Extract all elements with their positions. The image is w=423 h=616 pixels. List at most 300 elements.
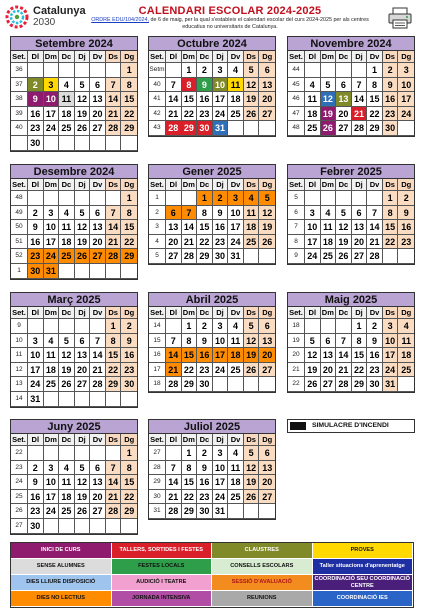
day-cell[interactable]: 31: [44, 264, 60, 279]
day-cell[interactable]: 28: [90, 377, 106, 392]
day-cell[interactable]: 11: [228, 78, 244, 93]
day-cell[interactable]: 14: [166, 475, 182, 490]
day-cell[interactable]: 7: [90, 334, 106, 349]
day-cell[interactable]: 8: [182, 461, 198, 476]
day-cell[interactable]: 25: [228, 490, 244, 505]
day-cell[interactable]: 9: [121, 334, 137, 349]
day-cell[interactable]: 19: [244, 475, 260, 490]
day-cell[interactable]: 5: [59, 334, 75, 349]
day-cell[interactable]: 4: [59, 206, 75, 221]
day-cell[interactable]: 5: [259, 191, 275, 206]
day-cell[interactable]: 13: [166, 220, 182, 235]
day-cell[interactable]: 21: [106, 235, 122, 250]
day-cell[interactable]: 1: [121, 63, 137, 78]
day-cell[interactable]: 6: [321, 334, 337, 349]
day-cell[interactable]: 13: [90, 92, 106, 107]
day-cell[interactable]: 23: [28, 504, 44, 519]
day-cell[interactable]: 20: [166, 235, 182, 250]
day-cell[interactable]: 2: [28, 78, 44, 93]
day-cell[interactable]: 1: [352, 319, 368, 334]
day-cell[interactable]: 24: [28, 377, 44, 392]
day-cell[interactable]: 28: [336, 377, 352, 392]
day-cell[interactable]: 26: [75, 504, 91, 519]
day-cell[interactable]: 9: [28, 220, 44, 235]
day-cell[interactable]: 25: [59, 121, 75, 136]
day-cell[interactable]: 13: [90, 220, 106, 235]
day-cell[interactable]: 26: [75, 121, 91, 136]
day-cell[interactable]: 20: [259, 348, 275, 363]
day-cell[interactable]: 19: [336, 235, 352, 250]
day-cell[interactable]: 22: [121, 235, 137, 250]
day-cell[interactable]: 1: [121, 446, 137, 461]
day-cell[interactable]: 7: [166, 78, 182, 93]
day-cell[interactable]: 11: [59, 475, 75, 490]
day-cell[interactable]: 5: [244, 63, 260, 78]
day-cell[interactable]: 2: [121, 319, 137, 334]
day-cell[interactable]: 7: [106, 461, 122, 476]
day-cell[interactable]: 28: [106, 121, 122, 136]
day-cell[interactable]: 23: [121, 363, 137, 378]
day-cell[interactable]: 5: [336, 206, 352, 221]
day-cell[interactable]: 8: [367, 78, 383, 93]
day-cell[interactable]: 15: [182, 92, 198, 107]
day-cell[interactable]: 6: [259, 319, 275, 334]
day-cell[interactable]: 5: [321, 78, 337, 93]
day-cell[interactable]: 15: [121, 92, 137, 107]
day-cell[interactable]: 10: [383, 334, 399, 349]
day-cell[interactable]: 17: [305, 235, 321, 250]
day-cell[interactable]: 20: [75, 363, 91, 378]
day-cell[interactable]: 7: [352, 78, 368, 93]
day-cell[interactable]: 13: [259, 461, 275, 476]
day-cell[interactable]: 30: [367, 377, 383, 392]
day-cell[interactable]: 29: [197, 249, 213, 264]
day-cell[interactable]: 28: [166, 504, 182, 519]
day-cell[interactable]: 5: [75, 78, 91, 93]
day-cell[interactable]: 9: [197, 78, 213, 93]
day-cell[interactable]: 31: [383, 377, 399, 392]
day-cell[interactable]: 25: [228, 107, 244, 122]
day-cell[interactable]: 30: [28, 136, 44, 151]
day-cell[interactable]: 17: [28, 363, 44, 378]
day-cell[interactable]: 29: [121, 121, 137, 136]
day-cell[interactable]: 16: [197, 348, 213, 363]
day-cell[interactable]: 14: [106, 220, 122, 235]
day-cell[interactable]: 15: [367, 92, 383, 107]
day-cell[interactable]: 3: [305, 206, 321, 221]
day-cell[interactable]: 30: [121, 377, 137, 392]
day-cell[interactable]: 6: [259, 446, 275, 461]
day-cell[interactable]: 12: [75, 220, 91, 235]
day-cell[interactable]: 9: [213, 206, 229, 221]
day-cell[interactable]: 28: [367, 249, 383, 264]
day-cell[interactable]: 30: [197, 504, 213, 519]
day-cell[interactable]: 12: [75, 475, 91, 490]
day-cell[interactable]: 2: [28, 206, 44, 221]
day-cell[interactable]: 10: [213, 78, 229, 93]
day-cell[interactable]: 11: [59, 92, 75, 107]
day-cell[interactable]: 23: [197, 363, 213, 378]
day-cell[interactable]: 8: [197, 206, 213, 221]
day-cell[interactable]: 12: [321, 92, 337, 107]
day-cell[interactable]: 11: [228, 461, 244, 476]
day-cell[interactable]: 12: [244, 334, 260, 349]
day-cell[interactable]: 9: [28, 475, 44, 490]
day-cell[interactable]: 21: [90, 363, 106, 378]
day-cell[interactable]: 24: [44, 249, 60, 264]
day-cell[interactable]: 3: [28, 334, 44, 349]
day-cell[interactable]: 29: [182, 504, 198, 519]
day-cell[interactable]: 10: [228, 206, 244, 221]
day-cell[interactable]: 22: [121, 490, 137, 505]
day-cell[interactable]: 16: [197, 475, 213, 490]
day-cell[interactable]: 9: [398, 206, 414, 221]
day-cell[interactable]: 4: [59, 78, 75, 93]
day-cell[interactable]: 19: [59, 363, 75, 378]
day-cell[interactable]: 18: [228, 475, 244, 490]
day-cell[interactable]: 30: [197, 377, 213, 392]
day-cell[interactable]: 22: [352, 363, 368, 378]
day-cell[interactable]: 23: [28, 249, 44, 264]
day-cell[interactable]: 6: [90, 461, 106, 476]
day-cell[interactable]: 24: [44, 121, 60, 136]
day-cell[interactable]: 18: [244, 220, 260, 235]
day-cell[interactable]: 3: [213, 319, 229, 334]
day-cell[interactable]: 26: [336, 249, 352, 264]
day-cell[interactable]: 10: [213, 461, 229, 476]
day-cell[interactable]: 18: [59, 490, 75, 505]
day-cell[interactable]: 15: [352, 348, 368, 363]
order-link[interactable]: ORDRE EDU/104/2024,: [91, 17, 150, 23]
day-cell[interactable]: 15: [182, 348, 198, 363]
day-cell[interactable]: 10: [398, 78, 414, 93]
day-cell[interactable]: 23: [197, 107, 213, 122]
day-cell[interactable]: 13: [75, 348, 91, 363]
day-cell[interactable]: 17: [44, 235, 60, 250]
day-cell[interactable]: 20: [259, 92, 275, 107]
day-cell[interactable]: 2: [398, 191, 414, 206]
day-cell[interactable]: 13: [259, 334, 275, 349]
day-cell[interactable]: 19: [305, 363, 321, 378]
day-cell[interactable]: 5: [305, 334, 321, 349]
day-cell[interactable]: 24: [398, 107, 414, 122]
day-cell[interactable]: 26: [244, 107, 260, 122]
day-cell[interactable]: 23: [367, 363, 383, 378]
day-cell[interactable]: 3: [228, 191, 244, 206]
day-cell[interactable]: 4: [228, 446, 244, 461]
day-cell[interactable]: 10: [305, 220, 321, 235]
day-cell[interactable]: 13: [352, 220, 368, 235]
day-cell[interactable]: 17: [398, 92, 414, 107]
day-cell[interactable]: 3: [383, 319, 399, 334]
day-cell[interactable]: 9: [367, 334, 383, 349]
day-cell[interactable]: 11: [44, 348, 60, 363]
day-cell[interactable]: 18: [228, 92, 244, 107]
day-cell[interactable]: 27: [259, 490, 275, 505]
day-cell[interactable]: 21: [367, 235, 383, 250]
day-cell[interactable]: 26: [59, 377, 75, 392]
day-cell[interactable]: 3: [44, 78, 60, 93]
day-cell[interactable]: 5: [75, 206, 91, 221]
day-cell[interactable]: 15: [106, 348, 122, 363]
day-cell[interactable]: 2: [383, 63, 399, 78]
day-cell[interactable]: 3: [213, 63, 229, 78]
day-cell[interactable]: 10: [28, 348, 44, 363]
day-cell[interactable]: 22: [197, 235, 213, 250]
day-cell[interactable]: 17: [213, 348, 229, 363]
day-cell[interactable]: 18: [305, 107, 321, 122]
day-cell[interactable]: 11: [305, 92, 321, 107]
day-cell[interactable]: 19: [259, 220, 275, 235]
day-cell[interactable]: 1: [182, 446, 198, 461]
day-cell[interactable]: 27: [336, 121, 352, 136]
day-cell[interactable]: 27: [259, 107, 275, 122]
day-cell[interactable]: 25: [228, 363, 244, 378]
day-cell[interactable]: 5: [75, 461, 91, 476]
day-cell[interactable]: 1: [182, 319, 198, 334]
day-cell[interactable]: 13: [90, 475, 106, 490]
day-cell[interactable]: 9: [383, 78, 399, 93]
day-cell[interactable]: 20: [321, 363, 337, 378]
day-cell[interactable]: 19: [244, 92, 260, 107]
day-cell[interactable]: 1: [182, 63, 198, 78]
day-cell[interactable]: 19: [321, 107, 337, 122]
day-cell[interactable]: 17: [44, 107, 60, 122]
day-cell[interactable]: 25: [305, 121, 321, 136]
day-cell[interactable]: 20: [259, 475, 275, 490]
day-cell[interactable]: 29: [367, 121, 383, 136]
day-cell[interactable]: 16: [28, 490, 44, 505]
day-cell[interactable]: 12: [305, 348, 321, 363]
day-cell[interactable]: 15: [197, 220, 213, 235]
day-cell[interactable]: 8: [383, 206, 399, 221]
day-cell[interactable]: 8: [182, 78, 198, 93]
day-cell[interactable]: 17: [228, 220, 244, 235]
day-cell[interactable]: 30: [28, 264, 44, 279]
day-cell[interactable]: 4: [59, 461, 75, 476]
day-cell[interactable]: 12: [75, 92, 91, 107]
day-cell[interactable]: 7: [166, 461, 182, 476]
day-cell[interactable]: 18: [321, 235, 337, 250]
day-cell[interactable]: 13: [259, 78, 275, 93]
day-cell[interactable]: 22: [182, 107, 198, 122]
day-cell[interactable]: 19: [75, 490, 91, 505]
day-cell[interactable]: 6: [166, 206, 182, 221]
day-cell[interactable]: 14: [166, 92, 182, 107]
day-cell[interactable]: 16: [383, 92, 399, 107]
day-cell[interactable]: 18: [398, 348, 414, 363]
day-cell[interactable]: 7: [166, 334, 182, 349]
day-cell[interactable]: 13: [321, 348, 337, 363]
day-cell[interactable]: 7: [367, 206, 383, 221]
day-cell[interactable]: 5: [244, 319, 260, 334]
day-cell[interactable]: 21: [166, 490, 182, 505]
day-cell[interactable]: 26: [244, 363, 260, 378]
day-cell[interactable]: 28: [166, 377, 182, 392]
day-cell[interactable]: 25: [321, 249, 337, 264]
day-cell[interactable]: 23: [398, 235, 414, 250]
day-cell[interactable]: 12: [59, 348, 75, 363]
day-cell[interactable]: 4: [244, 191, 260, 206]
day-cell[interactable]: 27: [352, 249, 368, 264]
day-cell[interactable]: 11: [244, 206, 260, 221]
day-cell[interactable]: 9: [197, 461, 213, 476]
day-cell[interactable]: 23: [28, 121, 44, 136]
day-cell[interactable]: 9: [197, 334, 213, 349]
day-cell[interactable]: 6: [352, 206, 368, 221]
day-cell[interactable]: 4: [228, 63, 244, 78]
day-cell[interactable]: 1: [106, 319, 122, 334]
day-cell[interactable]: 10: [44, 220, 60, 235]
day-cell[interactable]: 19: [75, 107, 91, 122]
day-cell[interactable]: 29: [106, 377, 122, 392]
day-cell[interactable]: 20: [90, 490, 106, 505]
day-cell[interactable]: 16: [367, 348, 383, 363]
day-cell[interactable]: 11: [59, 220, 75, 235]
day-cell[interactable]: 25: [59, 504, 75, 519]
day-cell[interactable]: 2: [213, 191, 229, 206]
day-cell[interactable]: 9: [28, 92, 44, 107]
day-cell[interactable]: 21: [336, 363, 352, 378]
day-cell[interactable]: 11: [228, 334, 244, 349]
day-cell[interactable]: 23: [213, 235, 229, 250]
day-cell[interactable]: 25: [44, 377, 60, 392]
day-cell[interactable]: 18: [44, 363, 60, 378]
day-cell[interactable]: 6: [259, 63, 275, 78]
day-cell[interactable]: 25: [59, 249, 75, 264]
day-cell[interactable]: 4: [398, 319, 414, 334]
day-cell[interactable]: 28: [106, 249, 122, 264]
print-calendar-icon[interactable]: [388, 7, 412, 29]
day-cell[interactable]: 6: [90, 206, 106, 221]
day-cell[interactable]: 21: [166, 107, 182, 122]
day-cell[interactable]: 29: [182, 377, 198, 392]
day-cell[interactable]: 22: [182, 363, 198, 378]
day-cell[interactable]: 24: [305, 249, 321, 264]
day-cell[interactable]: 16: [28, 107, 44, 122]
day-cell[interactable]: 1: [197, 191, 213, 206]
day-cell[interactable]: 29: [121, 249, 137, 264]
day-cell[interactable]: 4: [228, 319, 244, 334]
day-cell[interactable]: 26: [244, 490, 260, 505]
day-cell[interactable]: 12: [336, 220, 352, 235]
day-cell[interactable]: 24: [213, 363, 229, 378]
day-cell[interactable]: 26: [321, 121, 337, 136]
day-cell[interactable]: 12: [259, 206, 275, 221]
day-cell[interactable]: 12: [244, 78, 260, 93]
day-cell[interactable]: 14: [182, 220, 198, 235]
day-cell[interactable]: 15: [182, 475, 198, 490]
day-cell[interactable]: 6: [90, 78, 106, 93]
day-cell[interactable]: 18: [59, 235, 75, 250]
day-cell[interactable]: 24: [383, 363, 399, 378]
day-cell[interactable]: 21: [166, 363, 182, 378]
day-cell[interactable]: 8: [182, 334, 198, 349]
day-cell[interactable]: 16: [121, 348, 137, 363]
day-cell[interactable]: 31: [213, 121, 229, 136]
day-cell[interactable]: 10: [44, 92, 60, 107]
day-cell[interactable]: 23: [197, 490, 213, 505]
day-cell[interactable]: 7: [106, 78, 122, 93]
day-cell[interactable]: 8: [121, 461, 137, 476]
day-cell[interactable]: 31: [28, 392, 44, 407]
day-cell[interactable]: 7: [182, 206, 198, 221]
day-cell[interactable]: 2: [197, 319, 213, 334]
day-cell[interactable]: 22: [121, 107, 137, 122]
day-cell[interactable]: 6: [75, 334, 91, 349]
day-cell[interactable]: 1: [121, 191, 137, 206]
day-cell[interactable]: 10: [213, 334, 229, 349]
day-cell[interactable]: 27: [90, 249, 106, 264]
day-cell[interactable]: 28: [106, 504, 122, 519]
day-cell[interactable]: 21: [106, 107, 122, 122]
day-cell[interactable]: 12: [244, 461, 260, 476]
day-cell[interactable]: 2: [197, 63, 213, 78]
day-cell[interactable]: 15: [383, 220, 399, 235]
day-cell[interactable]: 10: [44, 475, 60, 490]
day-cell[interactable]: 30: [28, 519, 44, 534]
day-cell[interactable]: 25: [398, 363, 414, 378]
day-cell[interactable]: 27: [75, 377, 91, 392]
day-cell[interactable]: 21: [106, 490, 122, 505]
day-cell[interactable]: 3: [213, 446, 229, 461]
day-cell[interactable]: 20: [336, 107, 352, 122]
day-cell[interactable]: 24: [228, 235, 244, 250]
day-cell[interactable]: 28: [182, 249, 198, 264]
day-cell[interactable]: 23: [383, 107, 399, 122]
day-cell[interactable]: 2: [28, 461, 44, 476]
day-cell[interactable]: 17: [44, 490, 60, 505]
day-cell[interactable]: 31: [228, 249, 244, 264]
day-cell[interactable]: 22: [367, 107, 383, 122]
day-cell[interactable]: 7: [106, 206, 122, 221]
day-cell[interactable]: 24: [44, 504, 60, 519]
day-cell[interactable]: 3: [44, 206, 60, 221]
day-cell[interactable]: 20: [90, 107, 106, 122]
day-cell[interactable]: 27: [90, 504, 106, 519]
day-cell[interactable]: 24: [213, 490, 229, 505]
day-cell[interactable]: 22: [383, 235, 399, 250]
day-cell[interactable]: 26: [259, 235, 275, 250]
day-cell[interactable]: 22: [106, 363, 122, 378]
day-cell[interactable]: 18: [228, 348, 244, 363]
day-cell[interactable]: 14: [106, 475, 122, 490]
day-cell[interactable]: 16: [28, 235, 44, 250]
day-cell[interactable]: 28: [166, 121, 182, 136]
day-cell[interactable]: 3: [44, 461, 60, 476]
day-cell[interactable]: 26: [305, 377, 321, 392]
day-cell[interactable]: 1: [367, 63, 383, 78]
day-cell[interactable]: 4: [305, 78, 321, 93]
day-cell[interactable]: 22: [182, 490, 198, 505]
day-cell[interactable]: 31: [213, 504, 229, 519]
day-cell[interactable]: 14: [352, 92, 368, 107]
day-cell[interactable]: 27: [166, 249, 182, 264]
day-cell[interactable]: 8: [121, 78, 137, 93]
day-cell[interactable]: 4: [44, 334, 60, 349]
day-cell[interactable]: 24: [213, 107, 229, 122]
day-cell[interactable]: 8: [106, 334, 122, 349]
day-cell[interactable]: 27: [259, 363, 275, 378]
day-cell[interactable]: 28: [352, 121, 368, 136]
day-cell[interactable]: 11: [321, 220, 337, 235]
day-cell[interactable]: 11: [398, 334, 414, 349]
day-cell[interactable]: 27: [321, 377, 337, 392]
day-cell[interactable]: 5: [244, 446, 260, 461]
day-cell[interactable]: 20: [90, 235, 106, 250]
day-cell[interactable]: 14: [166, 348, 182, 363]
day-cell[interactable]: 18: [59, 107, 75, 122]
